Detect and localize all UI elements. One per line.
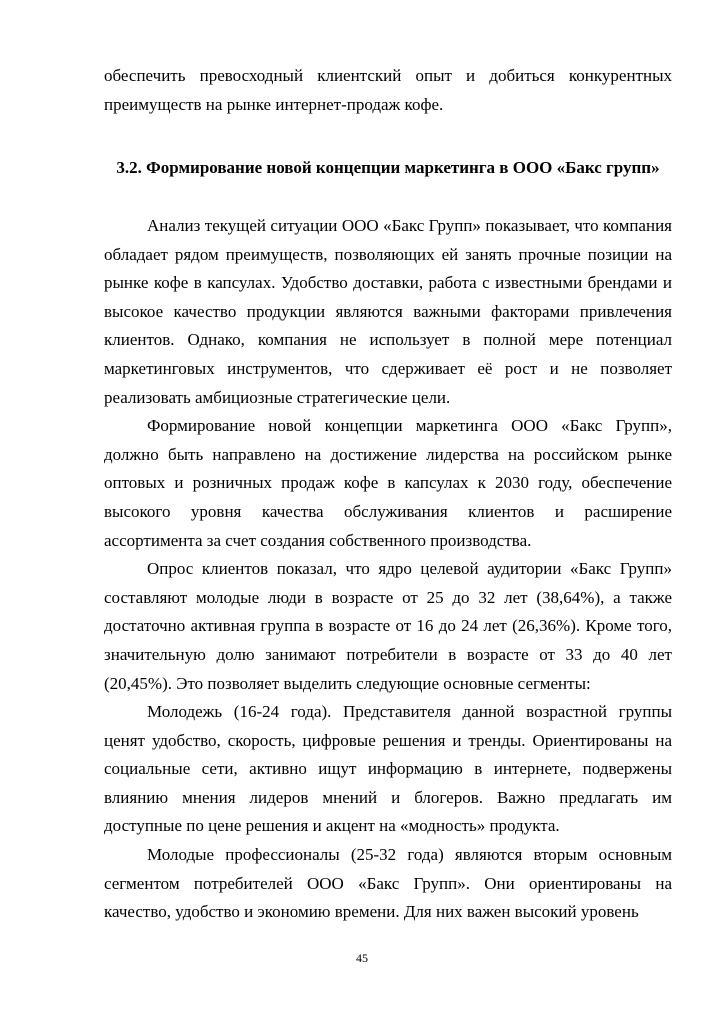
section-heading: 3.2. Формирование новой концепции маркетинга в ООО «Бакс групп» [116,158,660,177]
paragraph-professionals-segment: Молодые профессионалы (25-32 года) являются вторым основным сегментом потребителей ООО «Бакс Групп». Они ориентированы на качество, удобство и экономию времени. Для них важен высокий уровень [104,845,672,922]
continuation-text [104,62,672,119]
body-text [104,212,672,927]
paragraph-concept: Формирование новой концепции маркетинга ООО «Бакс Групп», должно быть направлено на достижение лидерства на российском рынке оптовых и розничных продаж кофе в капсулах к 2030 году, обеспечение высокого уровня качества обслуживания клиентов и расширение ассортимента за счет создания собственного производства. [104,416,672,550]
continuation-paragraph: обеспечить превосходный клиентский опыт и добиться конкурентных преимуществ на рынке интернет-продаж кофе. [104,66,672,114]
paragraph-survey: Опрос клиентов показал, что ядро целевой аудитории «Бакс Групп» составляют молодые люди в возрасте от 25 до 32 лет (38,64%), а также достаточно активная группа в возрасте от 16 до 24 лет (26,36%). Кроме того, значительную долю занимают потребители в возрасте от 33 до 40 лет (20,45%). Это позволяет выделить следующие основные сегменты: [104,559,672,693]
paragraph-youth-segment: Молодежь (16-24 года). Представителя данной возрастной группы ценят удобство, скорость, цифровые решения и тренды. Ориентированы на социальные сети, активно ищут информацию в интернете, подвержены влиянию мнения лидеров мнений и блогеров. Важно предлагать им доступные по цене решения и акцент на «модность» продукта. [104,702,672,836]
paragraph-analysis: Анализ текущей ситуации ООО «Бакс Групп» показывает, что компания обладает рядом преимуществ, позволяющих ей занять прочные позиции на рынке кофе в капсулах. Удобство доставки, работа с известными брендами и высокое качество продукции являются важными факторами привлечения клиентов. Однако, компания не использует в полной мере потенциал маркетинговых инструментов, что сдерживает её рост и не позволяет реализовать амбициозные стратегические цели. [104,216,672,407]
page-number: 45 [356,951,368,965]
